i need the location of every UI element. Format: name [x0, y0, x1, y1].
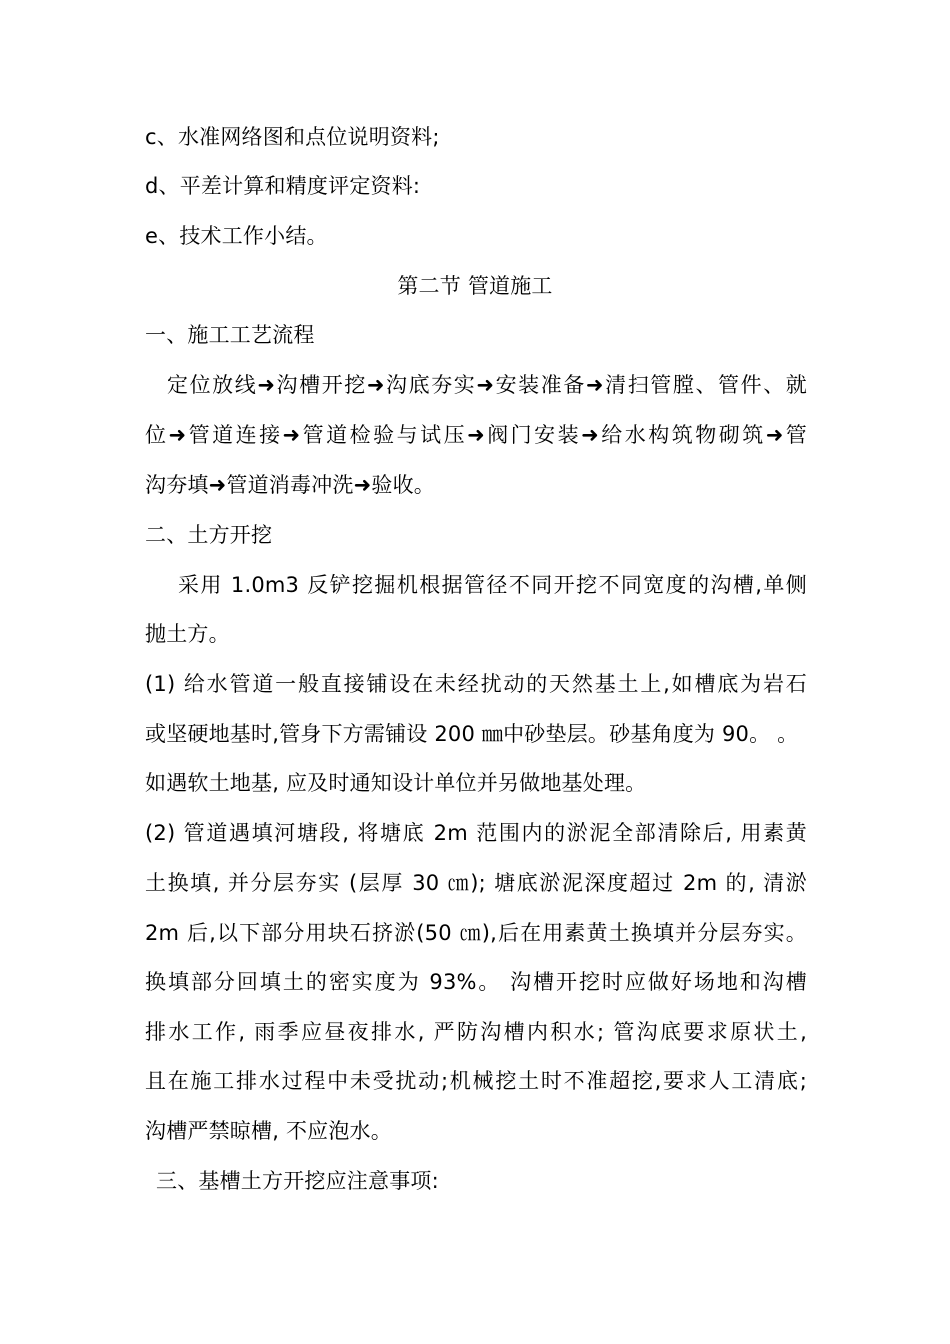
paragraph-line: (2) 管道遇填河塘段, 将塘底 2m 范围内的淤泥全部清除后, 用素黄 [145, 821, 807, 845]
paragraph-line: 2m 后,以下部分用块石挤淤(50 ㎝),后在用素黄土换填并分层夯实。 [145, 921, 807, 945]
paragraph-line: 定位放线➜沟槽开挖➜沟底夯实➜安装准备➜清扫管膛、管件、就 [167, 373, 807, 397]
heading-earthwork: 二、土方开挖 [145, 523, 273, 547]
paragraph-line: 沟槽严禁晾槽, 不应泡水。 [145, 1119, 392, 1143]
list-item-c: c、水准网络图和点位说明资料; [145, 125, 440, 149]
paragraph-line: 抛土方。 [145, 622, 230, 646]
list-item-e: e、技术工作小结。 [145, 224, 328, 248]
paragraph-line: 土换填, 并分层夯实 (层厚 30 ㎝); 塘底淤泥深度超过 2m 的, 清淤 [145, 871, 807, 895]
section-title: 第二节 管道施工 [397, 274, 553, 298]
paragraph-line: 如遇软土地基, 应及时通知设计单位并另做地基处理。 [145, 771, 647, 795]
paragraph-line: 排水工作, 雨季应昼夜排水, 严防沟槽内积水; 管沟底要求原状土, [145, 1020, 807, 1044]
list-item-d: d、平差计算和精度评定资料: [145, 174, 421, 198]
paragraph-line: 或坚硬地基时,管身下方需铺设 200 ㎜中砂垫层。砂基角度为 90。 。 [145, 722, 799, 746]
paragraph-line: 且在施工排水过程中未受扰动;机械挖土时不准超挖,要求人工清底; [145, 1069, 807, 1093]
paragraph-line: 位➜管道连接➜管道检验与试压➜阀门安装➜给水构筑物砌筑➜管 [145, 423, 807, 447]
paragraph-line: 沟夯填➜管道消毒冲洗➜验收。 [145, 473, 435, 497]
paragraph-line: 采用 1.0m3 反铲挖掘机根据管径不同开挖不同宽度的沟槽,单侧 [178, 573, 807, 597]
paragraph-line: 换填部分回填土的密实度为 93%。 沟槽开挖时应做好场地和沟槽 [145, 970, 807, 994]
heading-process-flow: 一、施工工艺流程 [145, 323, 315, 347]
paragraph-line: (1) 给水管道一般直接铺设在未经扰动的天然基土上,如槽底为岩石 [145, 672, 807, 696]
heading-precautions: 三、基槽土方开挖应注意事项: [156, 1169, 439, 1193]
